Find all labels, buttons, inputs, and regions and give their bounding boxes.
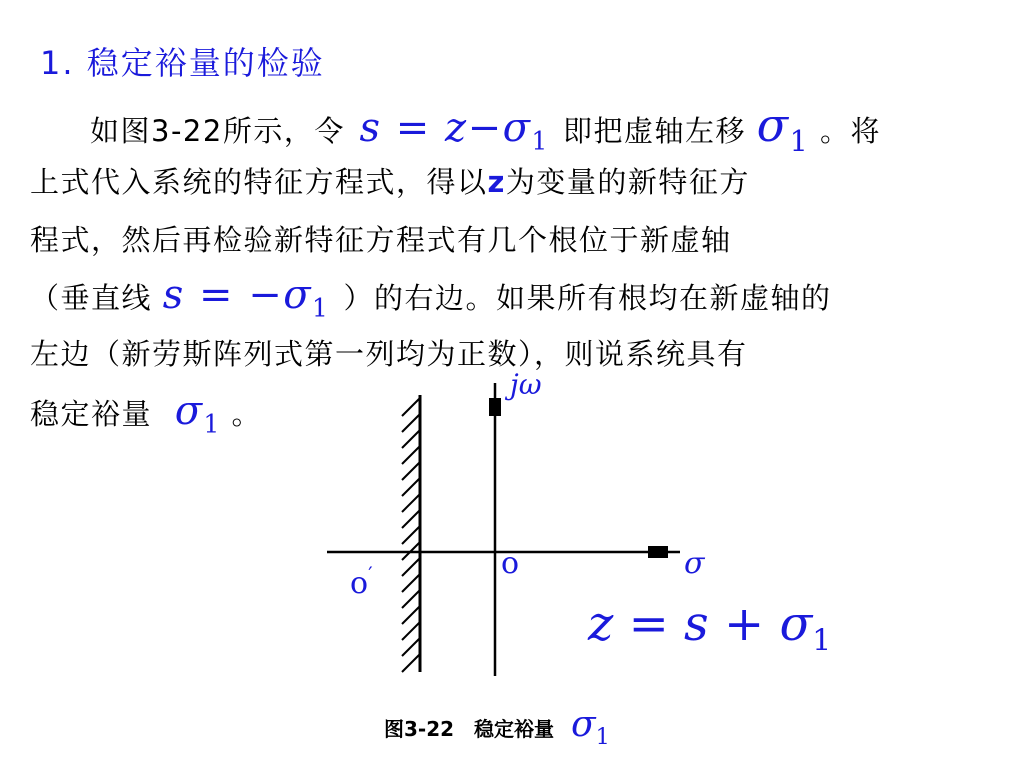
- subscript-1: 1: [203, 409, 221, 439]
- line4-text-a: （垂直线: [30, 281, 153, 315]
- j-char: j: [510, 368, 519, 401]
- equals-sign: =: [395, 105, 431, 151]
- subscript-1: 1: [595, 723, 610, 750]
- axis-arrow-head: [489, 398, 501, 416]
- var-z: z: [445, 105, 468, 151]
- subscript-1: 1: [531, 126, 549, 156]
- sigma-axis-label: σ: [684, 546, 705, 581]
- var-s: s: [359, 105, 382, 151]
- subscript-1: 1: [812, 623, 832, 659]
- section-title: 1. 稳定裕量的检验: [40, 44, 325, 82]
- axis-arrow-head: [648, 546, 668, 558]
- paragraph-line-5: 左边（新劳斯阵列式第一列均为正数），则说系统具有: [30, 337, 748, 371]
- var-sigma: σ: [283, 272, 313, 318]
- paragraph-line-3: 程式，然后再检验新特征方程式有几个根位于新虚轴: [30, 223, 732, 257]
- line6-text-a: 稳定裕量: [30, 397, 153, 431]
- subscript-1: 1: [312, 293, 330, 323]
- line2-text-b: 为变量的新特征方: [505, 165, 750, 199]
- var-z: z: [588, 596, 614, 652]
- equals-sign: =: [198, 272, 234, 318]
- sigma-char: σ: [756, 98, 790, 152]
- line2-text-a: 上式代入系统的特征方程式，得以: [30, 165, 488, 199]
- plus-sign: +: [723, 596, 765, 652]
- hatching: [402, 398, 420, 672]
- var-s: s: [684, 596, 709, 652]
- imaginary-axis: [489, 383, 501, 676]
- line4-text-b: ）的右边。如果所有根均在新虚轴的: [343, 281, 832, 315]
- var-s: s: [162, 272, 185, 318]
- minus-sign: −: [248, 272, 284, 318]
- prime-mark: ′: [368, 562, 373, 586]
- z-equation: [588, 596, 831, 658]
- equals-sign: =: [628, 596, 669, 652]
- figure-caption: [384, 704, 610, 750]
- origin-label: o: [501, 546, 520, 581]
- line6-text-b: 。: [231, 397, 263, 431]
- omega-char: ω: [518, 368, 542, 401]
- caption-text: 图3-22 稳定裕量: [384, 717, 555, 741]
- jw-axis-label: [510, 368, 542, 401]
- subscript-1: 1: [789, 124, 810, 158]
- line1-text-b: 即把虚轴左移: [562, 114, 746, 148]
- line1-text-a: 如图3-22所示，令: [90, 114, 345, 148]
- o-char: o: [350, 566, 369, 601]
- var-sigma: σ: [502, 105, 532, 151]
- sigma-char: σ: [174, 388, 204, 434]
- var-z-bold: z: [487, 165, 506, 199]
- new-imaginary-axis: [402, 395, 420, 672]
- caption-sigma1: [571, 704, 610, 750]
- minus-sign: −: [467, 105, 503, 151]
- line1-text-c: 。将: [819, 114, 881, 148]
- var-sigma: σ: [779, 596, 813, 652]
- new-origin-label: [350, 562, 373, 601]
- sigma-char: σ: [571, 704, 596, 745]
